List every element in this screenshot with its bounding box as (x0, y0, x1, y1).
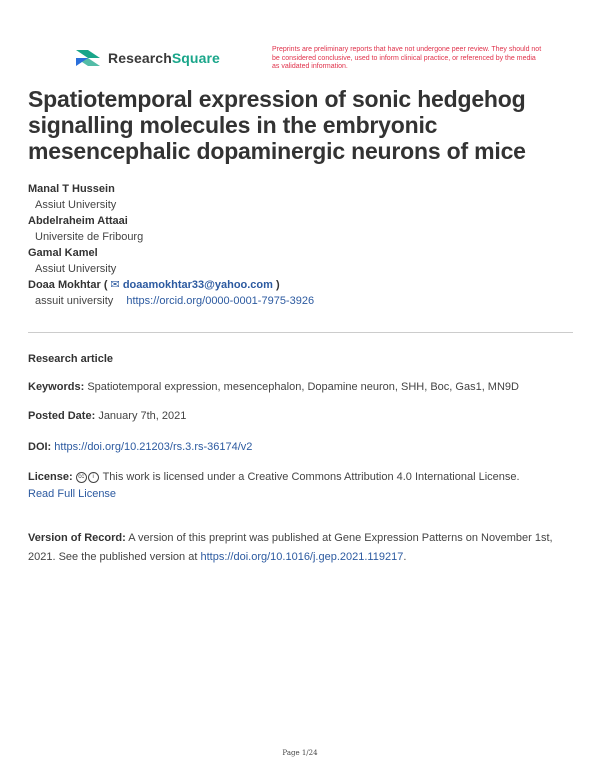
posted-date-label: Posted Date: (28, 410, 96, 422)
version-of-record-text: A version of this preprint was published at Gene Expression Patterns on November 1st, 2021. See the published version at (28, 532, 553, 563)
keywords-row (28, 379, 576, 396)
doi-label: DOI: (28, 441, 52, 453)
article-type-label: Research article (28, 353, 113, 365)
published-version-link[interactable]: https://doi.org/10.1016/j.gep.2021.119217 (200, 551, 404, 563)
author-name: Manal T Hussein (28, 183, 115, 195)
paper-title: Spatiotemporal expression of sonic hedgehog signalling molecules in the embryonic mesencephalic dopaminergic neurons of mice (28, 86, 526, 164)
page-number: Page 1/24 (282, 749, 318, 757)
envelope-icon: ✉ (110, 279, 120, 291)
preprint-notice: Preprints are preliminary reports that have not undergone peer review. They should not be considered conclusive, used to inform clinical practice, or referenced by the media as validated information. (272, 46, 542, 70)
license-row (28, 469, 576, 503)
doi-link[interactable]: https://doi.org/10.21203/rs.3.rs-36174/v2 (54, 441, 253, 453)
open-paren: ( (103, 279, 108, 291)
license-label: License: (28, 471, 73, 483)
article-type (28, 351, 576, 368)
doi-row (28, 439, 576, 456)
author-affiliation: assuit university (35, 295, 114, 307)
version-of-record-label: Version of Record: (28, 532, 126, 544)
license-text: This work is licensed under a Creative Commons Attribution 4.0 International License. (102, 471, 520, 483)
research-square-logo[interactable] (74, 48, 220, 68)
read-full-license-link[interactable]: Read Full License (28, 488, 117, 500)
brand-name (108, 50, 220, 66)
author-affiliation: Universite de Fribourg (35, 231, 144, 243)
posted-date-row (28, 408, 576, 425)
section-divider (28, 332, 573, 333)
author-name: Gamal Kamel (28, 247, 98, 259)
corresponding-author (28, 277, 573, 293)
corresponding-affiliation-row (28, 293, 573, 309)
brand-name-part1: Research (108, 50, 172, 66)
research-square-logo-icon (74, 48, 102, 68)
author-name: Abdelraheim Attaai (28, 215, 128, 227)
orcid-link[interactable]: https://orcid.org/0000-0001-7975-3926 (126, 295, 315, 307)
cc-icon: cc (76, 472, 87, 483)
version-of-record-row (28, 529, 576, 567)
keywords-label: Keywords: (28, 381, 85, 393)
keywords-value: Spatiotemporal expression, mesencephalon, Dopamine neuron, SHH, Boc, Gas1, MN9D (87, 381, 519, 393)
author-list (28, 181, 573, 309)
email-address: doaamokhtar33@yahoo.com (122, 279, 273, 291)
brand-name-part2: Square (171, 50, 220, 66)
author-affiliation: Assiut University (35, 263, 117, 275)
corresponding-author-name: Doaa Mokhtar (28, 279, 101, 291)
email-link[interactable] (111, 279, 273, 291)
cc-by-icon: i (88, 472, 99, 483)
close-paren: ) (276, 279, 280, 291)
version-of-record-end: . (403, 551, 407, 563)
posted-date-value: January 7th, 2021 (98, 410, 187, 422)
author-affiliation: Assiut University (35, 199, 117, 211)
